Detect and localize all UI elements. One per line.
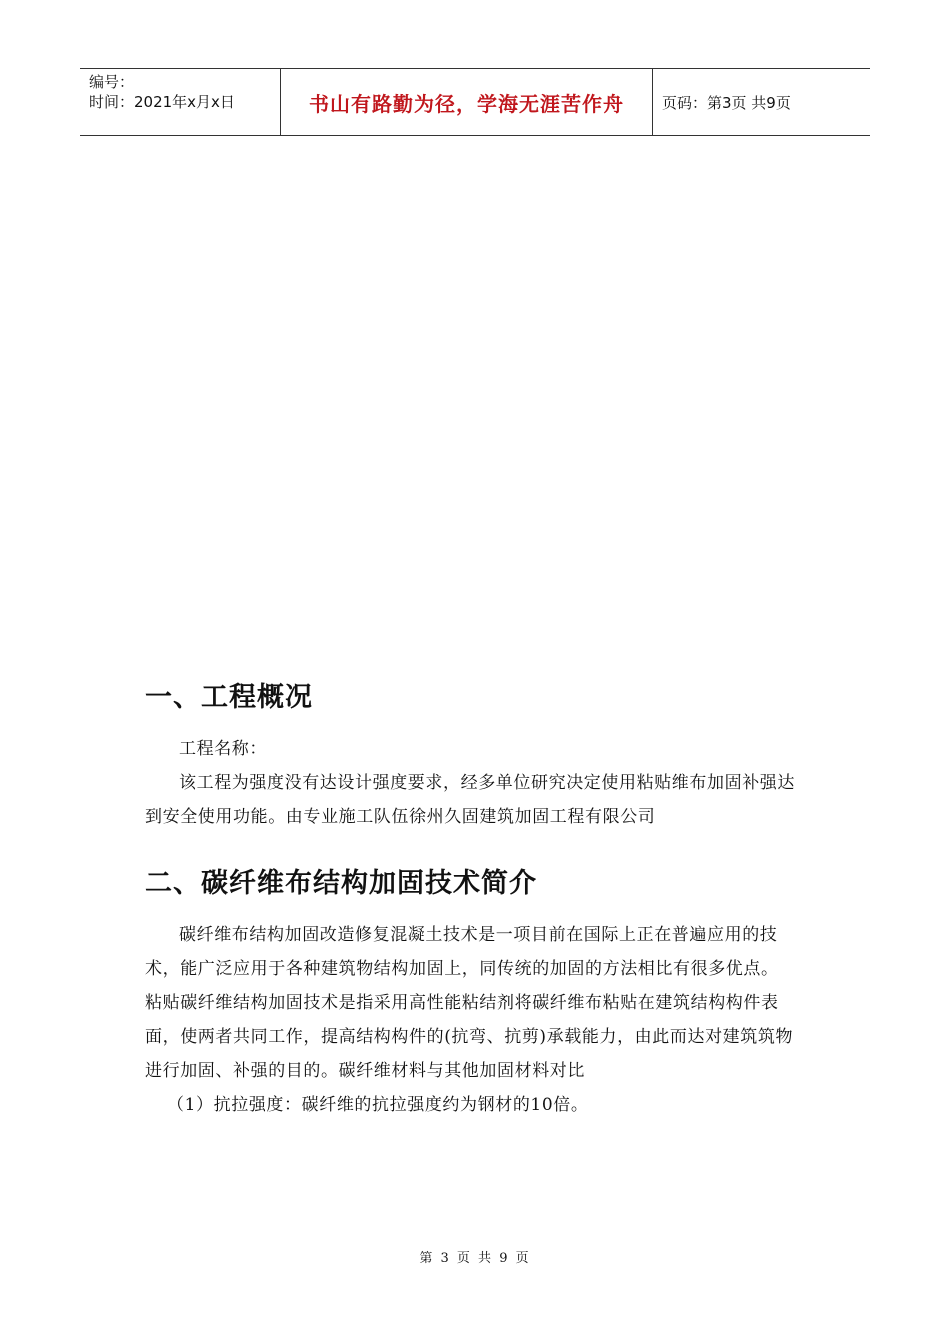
section-2-title: 二、碳纤维布结构加固技术简介 [145,868,537,899]
document-header [80,68,870,136]
section-1-paragraph: 该工程为强度没有达设计强度要求，经多单位研究决定使用粘贴维布加固补强达到安全使用功能。由专业施工队伍徐州久固建筑加固工程有限公司 [145,773,795,827]
date-label: 时间：2021年x月x日 [89,93,235,111]
section-2-item-1: （1）抗拉强度：碳纤维的抗拉强度约为钢材的10倍。 [167,1095,589,1115]
document-body [145,672,810,1122]
header-motto: 书山有路勤为径，学海无涯苦作舟 [281,69,653,135]
header-meta-cell [80,69,281,135]
section-2-paragraph-1: 碳纤维布结构加固改造修复混凝土技术是一项目前在国际上正在普遍应用的技术，能广泛应用于各种建筑物结构加固上，同传统的加固的方法相比有很多优点。 [145,925,779,979]
section-2-paragraph-2: 粘贴碳纤维结构加固技术是指采用高性能粘结剂将碳纤维布粘贴在建筑结构构件表面，使两者共同工作，提高结构构件的(抗弯、抗剪)承载能力，由此而达对建筑筑物进行加固、补强的目的。碳纤维材料与其他加固材料对比 [145,993,794,1081]
section-1-title: 一、工程概况 [145,682,313,713]
number-label: 编号： [89,73,135,91]
project-name-label: 工程名称： [179,739,267,759]
header-page-info: 页码：第3页 共9页 [662,93,791,112]
page-footer: 第 3 页 共 9 页 [419,1251,531,1266]
